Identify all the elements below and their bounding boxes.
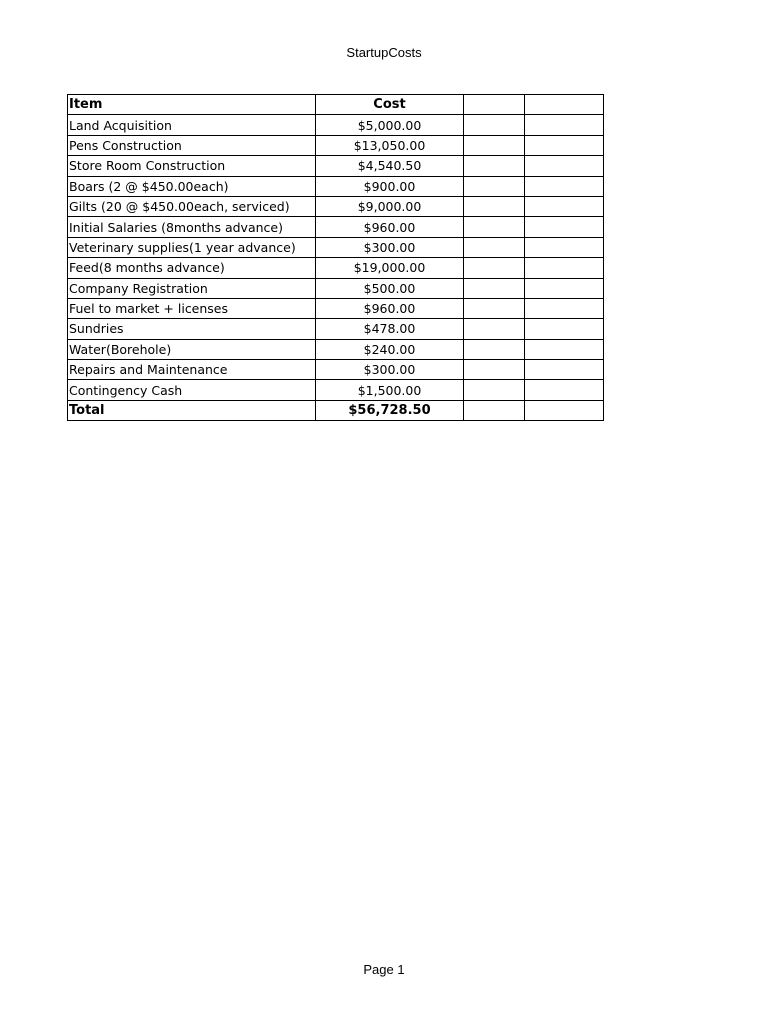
empty-cell[interactable] [525, 380, 604, 400]
item-cell[interactable]: Pens Construction [68, 135, 316, 155]
empty-cell[interactable] [464, 217, 525, 237]
empty-cell[interactable] [525, 278, 604, 298]
cost-cell[interactable]: $300.00 [316, 237, 464, 257]
cost-cell[interactable]: $19,000.00 [316, 258, 464, 278]
empty-cell[interactable] [464, 278, 525, 298]
cost-cell[interactable]: $5,000.00 [316, 115, 464, 135]
table-row [68, 258, 604, 278]
cost-cell[interactable]: $1,500.00 [316, 380, 464, 400]
empty-cell[interactable] [525, 237, 604, 257]
cost-cell[interactable]: $300.00 [316, 360, 464, 380]
empty-cell[interactable] [464, 156, 525, 176]
cost-cell[interactable]: $478.00 [316, 319, 464, 339]
startup-costs-table [67, 94, 604, 421]
empty-cell[interactable] [464, 400, 525, 420]
item-cell[interactable]: Sundries [68, 319, 316, 339]
item-cell[interactable]: Water(Borehole) [68, 339, 316, 359]
empty-cell[interactable] [464, 95, 525, 115]
empty-cell[interactable] [464, 339, 525, 359]
total-cost[interactable]: $56,728.50 [316, 400, 464, 420]
item-cell[interactable]: Feed(8 months advance) [68, 258, 316, 278]
table-header-row [68, 95, 604, 115]
empty-cell[interactable] [464, 196, 525, 216]
empty-cell[interactable] [464, 237, 525, 257]
empty-cell[interactable] [464, 380, 525, 400]
cost-cell[interactable]: $4,540.50 [316, 156, 464, 176]
empty-cell[interactable] [525, 258, 604, 278]
table-row [68, 176, 604, 196]
total-row [68, 400, 604, 420]
item-cell[interactable]: Company Registration [68, 278, 316, 298]
empty-cell[interactable] [525, 115, 604, 135]
item-cell[interactable]: Store Room Construction [68, 156, 316, 176]
empty-cell[interactable] [464, 360, 525, 380]
table-row [68, 156, 604, 176]
item-cell[interactable]: Fuel to market + licenses [68, 298, 316, 318]
header-item[interactable]: Item [68, 95, 316, 115]
empty-cell[interactable] [525, 360, 604, 380]
item-cell[interactable]: Gilts (20 @ $450.00each, serviced) [68, 196, 316, 216]
empty-cell[interactable] [464, 319, 525, 339]
empty-cell[interactable] [464, 258, 525, 278]
empty-cell[interactable] [525, 319, 604, 339]
empty-cell[interactable] [464, 135, 525, 155]
item-cell[interactable]: Land Acquisition [68, 115, 316, 135]
empty-cell[interactable] [464, 176, 525, 196]
item-cell[interactable]: Boars (2 @ $450.00each) [68, 176, 316, 196]
item-cell[interactable]: Initial Salaries (8months advance) [68, 217, 316, 237]
header-cost[interactable]: Cost [316, 95, 464, 115]
cost-cell[interactable]: $900.00 [316, 176, 464, 196]
table-row [68, 360, 604, 380]
table-row [68, 135, 604, 155]
cost-cell[interactable]: $500.00 [316, 278, 464, 298]
table-row [68, 380, 604, 400]
item-cell[interactable]: Repairs and Maintenance [68, 360, 316, 380]
empty-cell[interactable] [525, 156, 604, 176]
table-row [68, 319, 604, 339]
cost-cell[interactable]: $240.00 [316, 339, 464, 359]
cost-cell[interactable]: $960.00 [316, 217, 464, 237]
empty-cell[interactable] [525, 217, 604, 237]
cost-cell[interactable]: $13,050.00 [316, 135, 464, 155]
table-row [68, 217, 604, 237]
item-cell[interactable]: Veterinary supplies(1 year advance) [68, 237, 316, 257]
empty-cell[interactable] [525, 298, 604, 318]
empty-cell[interactable] [525, 176, 604, 196]
empty-cell[interactable] [525, 95, 604, 115]
table-row [68, 339, 604, 359]
empty-cell[interactable] [525, 339, 604, 359]
empty-cell[interactable] [525, 196, 604, 216]
empty-cell[interactable] [525, 135, 604, 155]
sheet-title: StartupCosts [346, 45, 422, 60]
table-row [68, 196, 604, 216]
item-cell[interactable]: Contingency Cash [68, 380, 316, 400]
empty-cell[interactable] [525, 400, 604, 420]
empty-cell[interactable] [464, 298, 525, 318]
table-row [68, 237, 604, 257]
table-row [68, 278, 604, 298]
table-row [68, 298, 604, 318]
cost-cell[interactable]: $9,000.00 [316, 196, 464, 216]
cost-cell[interactable]: $960.00 [316, 298, 464, 318]
page-footer: Page 1 [363, 962, 405, 977]
empty-cell[interactable] [464, 115, 525, 135]
total-label[interactable]: Total [68, 400, 316, 420]
table-row [68, 115, 604, 135]
